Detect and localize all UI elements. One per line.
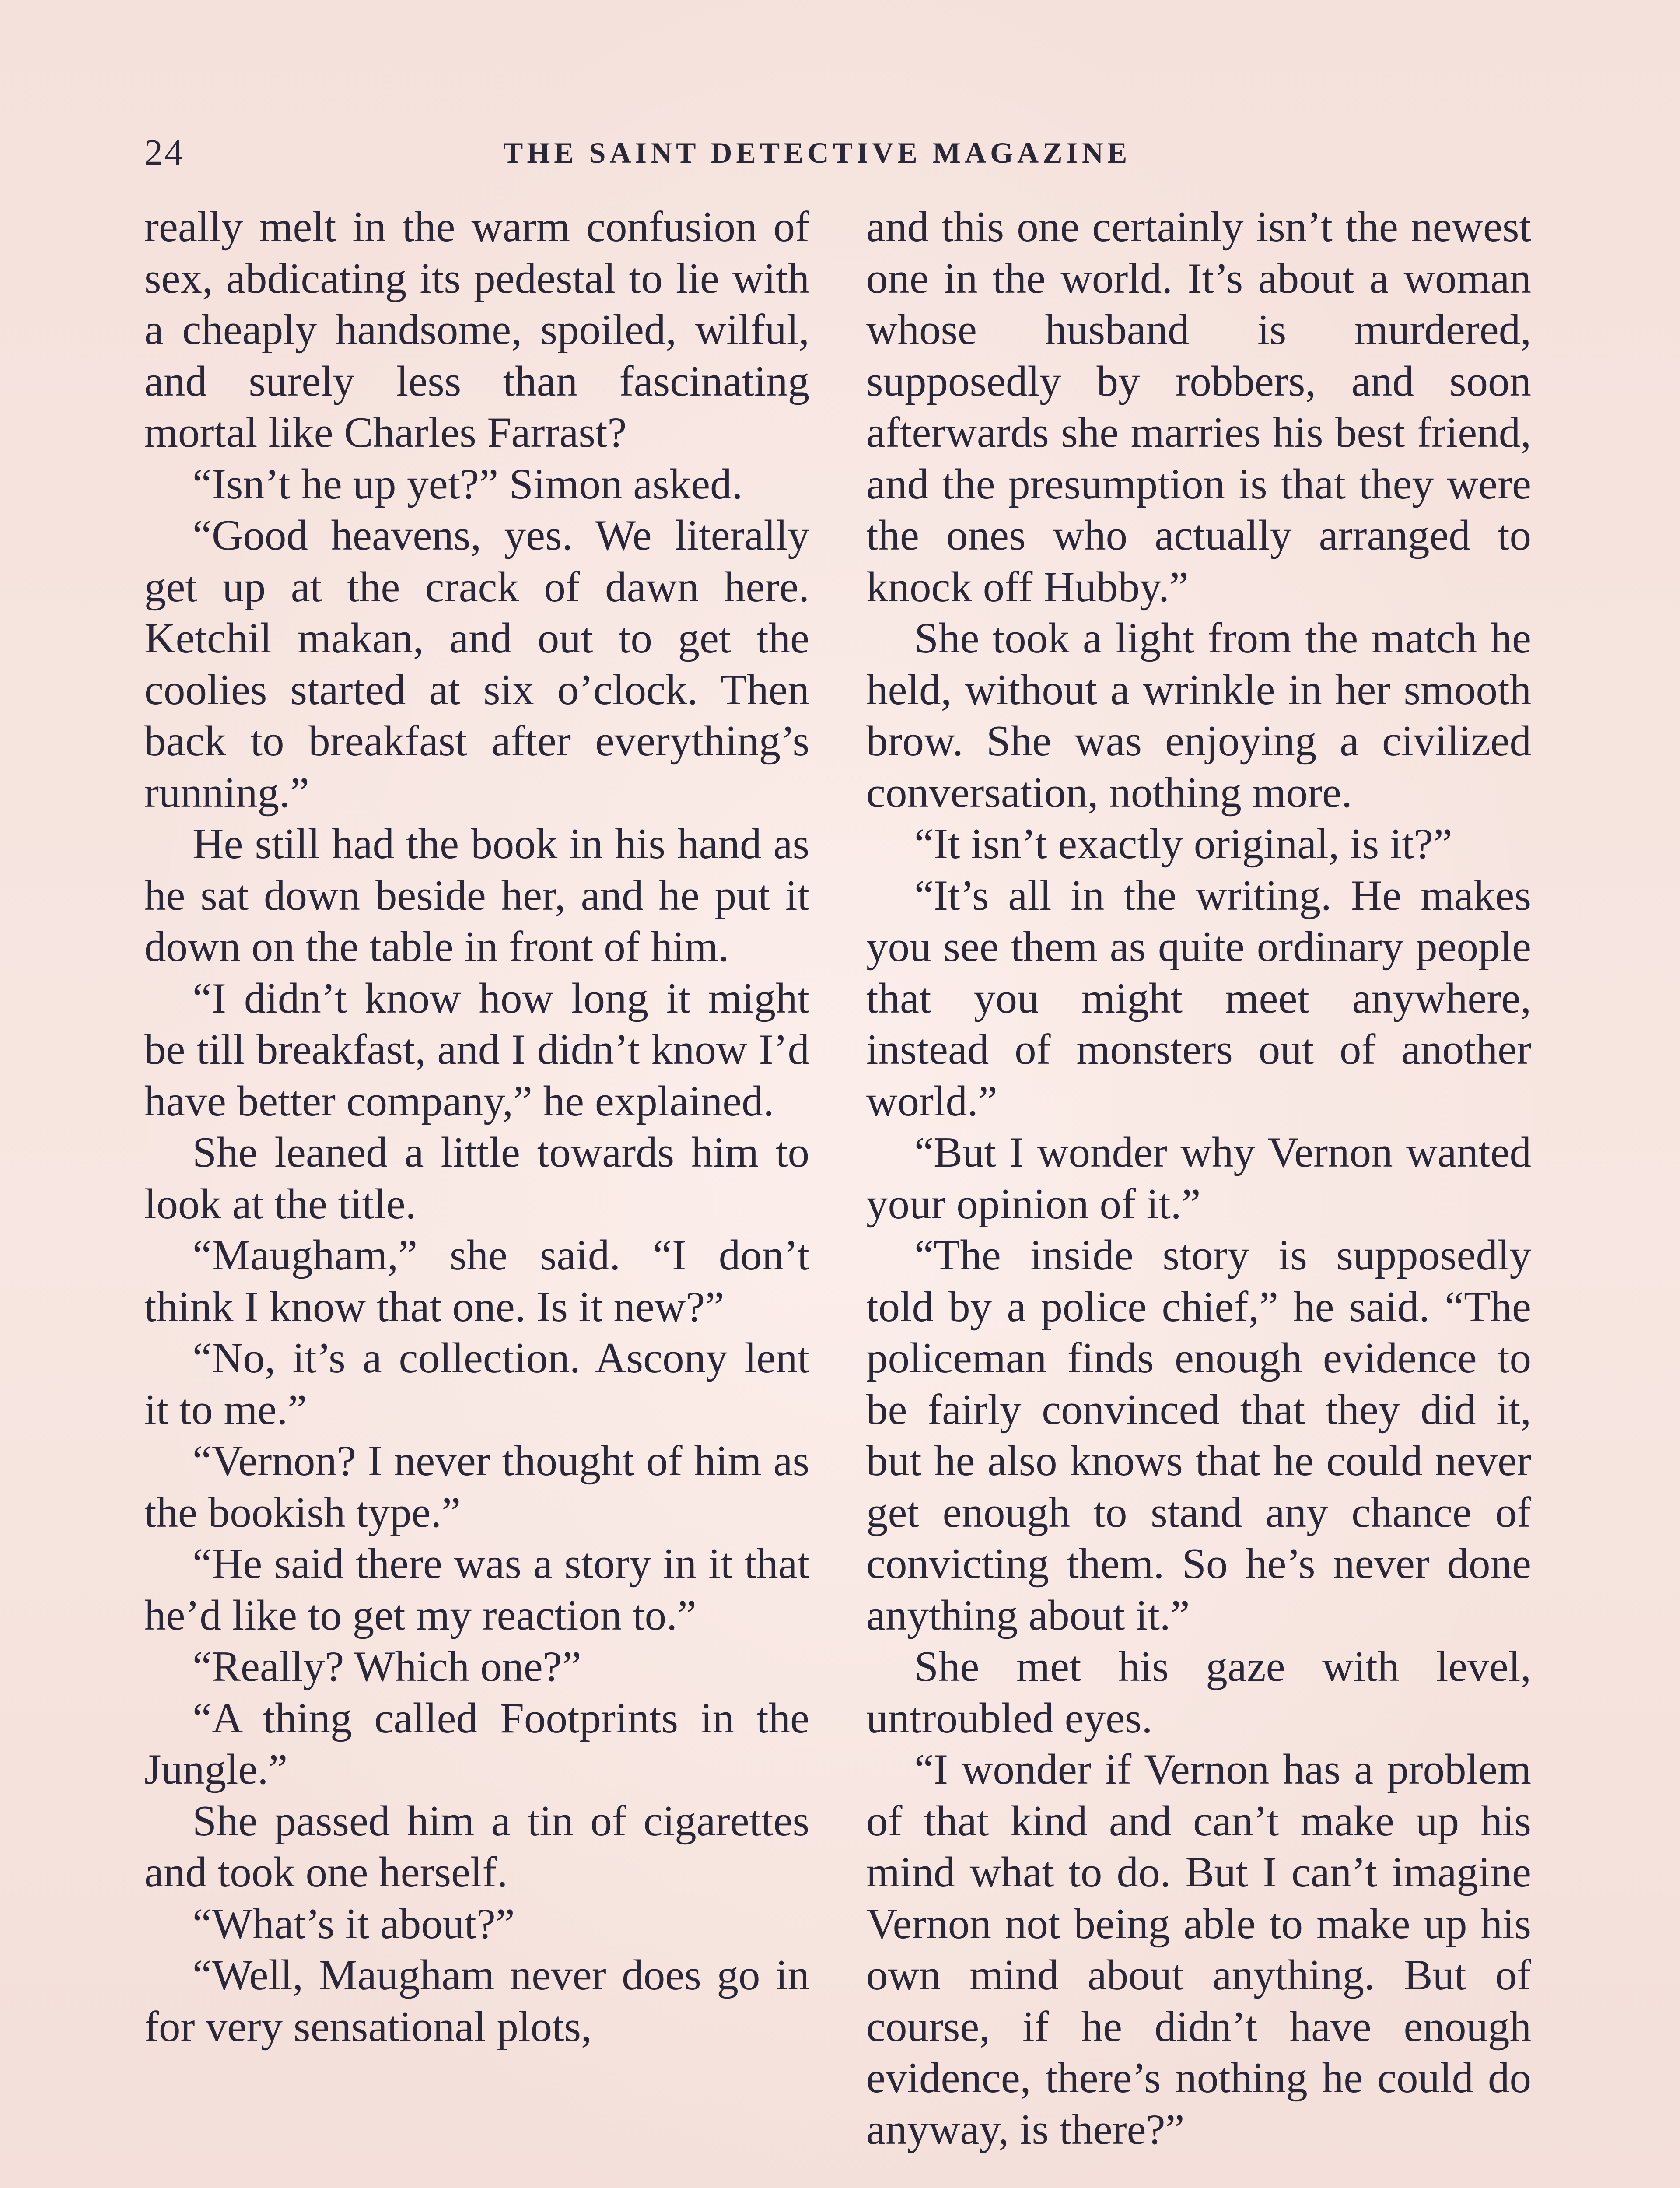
paragraph: “Vernon? I never thought of him as the bookish type.” (144, 1437, 809, 1536)
paragraph: “I didn’t know how long it might be till breakfast, and I didn’t know I’d have better company,” he explained. (144, 974, 809, 1125)
paragraph: She passed him a tin of cigarettes and took one herself. (144, 1797, 809, 1896)
paragraph: “Isn’t he up yet?” Simon asked. (192, 460, 743, 508)
paragraph: and this one certainly isn’t the newest one in the world. It’s about a woman whose husband is murdered, supposedly by robbers, and soon afterwards she marries his best friend, and the presumption is that they were the ones who actually arranged to knock off Hubby.” (866, 203, 1531, 611)
paragraph: “It isn’t exactly original, is it?” (914, 820, 1452, 868)
paragraph: “Well, Maugham never does go in for very sensational plots, (144, 1951, 809, 2051)
paragraph: “He said there was a story in it that he’d like to get my reaction to.” (144, 1540, 809, 1639)
paragraph: She leaned a little towards him to look at the title. (144, 1129, 809, 1228)
paragraph: She met his gaze with level, untroubled eyes. (866, 1643, 1531, 1742)
paragraph: “I wonder if Vernon has a problem of that kind and can’t make up his mind what to do. But I can’t imagine Vernon not being able to make up his own mind about anything. But of course, if he didn’t have enough evidence, there’s nothing he could do anyway, is there?” (866, 1746, 1531, 2153)
paragraph: He still had the book in his hand as he sat down beside her, and he put it down on the table in front of him. (144, 820, 809, 971)
page-number: 24 (144, 132, 185, 173)
paragraph: “Maugham,” she said. “I don’t think I know that one. Is it new?” (144, 1231, 809, 1331)
right-column (866, 201, 1531, 2155)
paragraph: “Really? Which one?” (192, 1643, 581, 1690)
paragraph: “What’s it about?” (192, 1900, 515, 1948)
paragraph: “The inside story is supposedly told by a police chief,” he said. “The policeman finds enough evidence to be fairly convinced that they did it, but he also knows that he could never get enough to stand any chance of convicting them. So he’s never done anything about it.” (866, 1231, 1531, 1639)
paragraph: She took a light from the match he held, without a wrinkle in her smooth brow. She was enjoying a civilized conversation, nothing more. (866, 614, 1531, 817)
paragraph: really melt in the warm confusion of sex, abdicating its pedestal to lie with a cheaply handsome, spoiled, wilful, and surely less than fascinating mortal like Charles Farrast? (144, 203, 809, 456)
paragraph: “But I wonder why Vernon wanted your opinion of it.” (866, 1129, 1531, 1228)
paragraph: “It’s all in the writing. He makes you see them as quite ordinary people that you might meet anywhere, instead of monsters out of another world.” (866, 871, 1531, 1125)
paragraph: “Good heavens, yes. We literally get up at the crack of dawn here. Ketchil makan, and out to get the coolies started at six o’clock. Then back to breakfast after everything’s running.” (144, 512, 809, 817)
paragraph: “No, it’s a collection. Ascony lent it to me.” (144, 1334, 809, 1434)
left-column (144, 201, 809, 2052)
running-head (144, 131, 1536, 179)
paragraph: “A thing called Footprints in the Jungle.” (144, 1694, 809, 1793)
magazine-title: THE SAINT DETECTIVE MAGAZINE (503, 136, 1131, 169)
